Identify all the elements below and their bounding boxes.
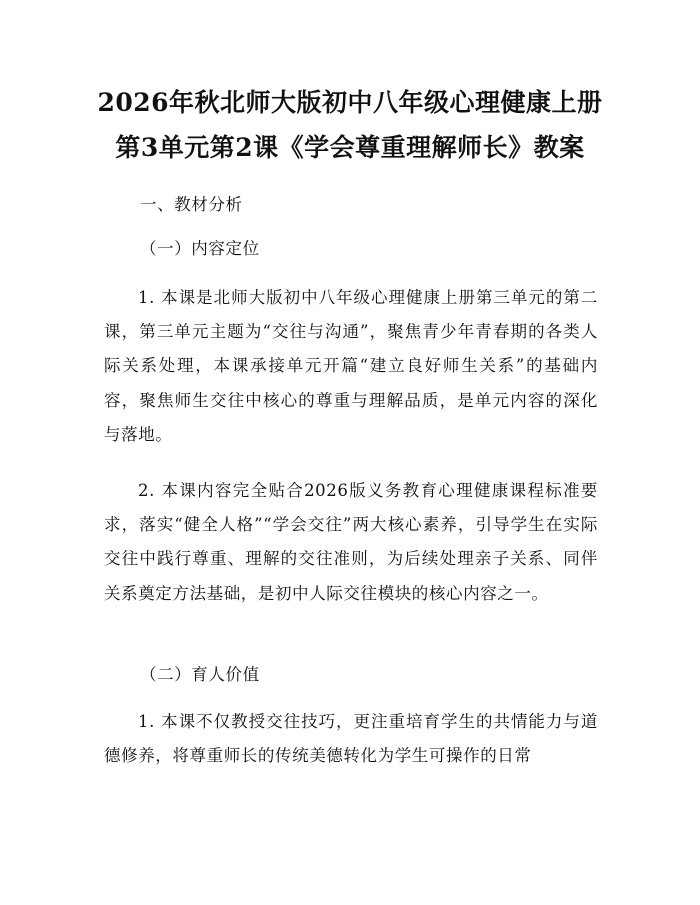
subsection-heading-educational-value: （二）育人价值 [140,665,260,684]
document-title-line-2: 第3单元第2课《学会尊重理解师长》教案 [115,133,585,162]
paragraph-3: 1. 本课不仅教授交往技巧，更注重培育学生的共情能力与道德修养，将尊重师长的传统美德转化为学生可操作的日常 [104,712,598,766]
subsection-heading-content-positioning: （一）内容定位 [140,239,260,258]
paragraph-2: 2. 本课内容完全贴合2026版义务教育心理健康课程标准要求，落实“健全人格”“学会交往”两大核心素养，引导学生在实际交往中践行尊重、理解的交往准则，为后续处理亲子关系、同伴关系奠定方法基础，是初中人际交往模块的核心内容之一。 [104,481,598,603]
document-title-line-1: 2026年秋北师大版初中八年级心理健康上册 [97,88,603,117]
section-heading-textbook-analysis: 一、教材分析 [140,195,243,214]
paragraph-1: 1. 本课是北师大版初中八年级心理健康上册第三单元的第二课，第三单元主题为“交往与沟通”，聚焦青少年青春期的各类人际关系处理，本课承接单元开篇“建立良好师生关系”的基础内容，聚焦师生交往中核心的尊重与理解品质，是单元内容的深化与落地。 [104,288,598,444]
